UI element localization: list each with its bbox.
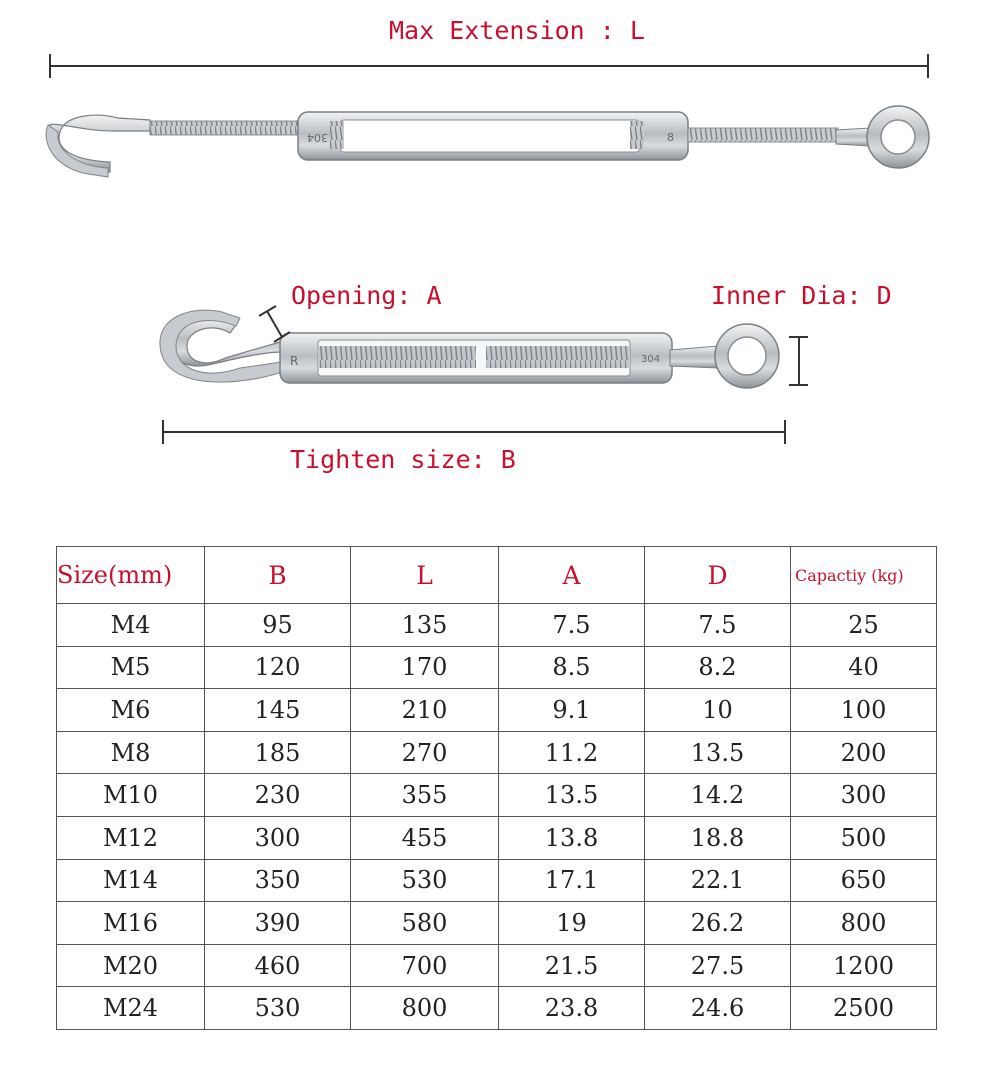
- table-row: [57, 944, 937, 987]
- cell-a: 11.2: [499, 731, 645, 774]
- cell-l: 800: [351, 987, 499, 1030]
- inner-dia-dimension-marker: [789, 337, 808, 385]
- cell-l: 355: [351, 774, 499, 817]
- cell-l: 135: [351, 604, 499, 647]
- cell-size: M20: [57, 944, 205, 987]
- cell-size: M4: [57, 604, 205, 647]
- stamp-bottom-right: 304: [641, 354, 661, 365]
- cell-a: 23.8: [499, 987, 645, 1030]
- cell-capacity: 300: [791, 774, 937, 817]
- cell-d: 10: [645, 689, 791, 732]
- cell-l: 170: [351, 646, 499, 689]
- cell-d: 24.6: [645, 987, 791, 1030]
- stamp-bottom-left: R: [290, 354, 299, 368]
- cell-capacity: 800: [791, 902, 937, 945]
- cell-size: M14: [57, 859, 205, 902]
- cell-l: 700: [351, 944, 499, 987]
- cell-b: 300: [205, 816, 351, 859]
- cell-a: 17.1: [499, 859, 645, 902]
- cell-capacity: 2500: [791, 987, 937, 1030]
- table-row: [57, 646, 937, 689]
- table-row: [57, 902, 937, 945]
- table-row: [57, 774, 937, 817]
- max-extension-label: Max Extension : L: [389, 16, 645, 45]
- cell-l: 210: [351, 689, 499, 732]
- cell-a: 21.5: [499, 944, 645, 987]
- header-d: D: [645, 547, 791, 604]
- cell-size: M24: [57, 987, 205, 1030]
- table-row: [57, 859, 937, 902]
- cell-capacity: 1200: [791, 944, 937, 987]
- cell-d: 27.5: [645, 944, 791, 987]
- table-row: [57, 604, 937, 647]
- tighten-size-label: Tighten size: B: [290, 445, 516, 474]
- cell-l: 270: [351, 731, 499, 774]
- cell-l: 530: [351, 859, 499, 902]
- stamp-top-right: 8: [667, 131, 674, 144]
- cell-b: 145: [205, 689, 351, 732]
- header-l: L: [351, 547, 499, 604]
- cell-capacity: 25: [791, 604, 937, 647]
- cell-b: 120: [205, 646, 351, 689]
- cell-b: 530: [205, 987, 351, 1030]
- header-b: B: [205, 547, 351, 604]
- cell-a: 19: [499, 902, 645, 945]
- cell-capacity: 500: [791, 816, 937, 859]
- cell-size: M10: [57, 774, 205, 817]
- table-row: [57, 689, 937, 732]
- cell-l: 580: [351, 902, 499, 945]
- cell-b: 390: [205, 902, 351, 945]
- cell-b: 460: [205, 944, 351, 987]
- cell-a: 13.5: [499, 774, 645, 817]
- cell-b: 185: [205, 731, 351, 774]
- opening-label: Opening: A: [291, 281, 442, 310]
- cell-capacity: 40: [791, 646, 937, 689]
- cell-b: 350: [205, 859, 351, 902]
- table-row: [57, 987, 937, 1030]
- tightened-turnbuckle: [160, 310, 779, 388]
- cell-size: M6: [57, 689, 205, 732]
- cell-capacity: 100: [791, 689, 937, 732]
- table-header-row: [57, 547, 937, 604]
- cell-d: 13.5: [645, 731, 791, 774]
- cell-a: 7.5: [499, 604, 645, 647]
- cell-d: 14.2: [645, 774, 791, 817]
- max-extension-dimension-line: [50, 54, 928, 78]
- cell-size: M16: [57, 902, 205, 945]
- cell-d: 7.5: [645, 604, 791, 647]
- cell-b: 95: [205, 604, 351, 647]
- inner-dia-label: Inner Dia: D: [711, 281, 892, 310]
- cell-size: M8: [57, 731, 205, 774]
- cell-l: 455: [351, 816, 499, 859]
- cell-size: M5: [57, 646, 205, 689]
- table-row: [57, 816, 937, 859]
- header-a: A: [499, 547, 645, 604]
- cell-a: 8.5: [499, 646, 645, 689]
- specification-table: [56, 546, 937, 1030]
- header-size: Size(mm): [57, 547, 205, 604]
- extended-turnbuckle: [46, 106, 929, 177]
- cell-capacity: 200: [791, 731, 937, 774]
- cell-a: 13.8: [499, 816, 645, 859]
- cell-d: 18.8: [645, 816, 791, 859]
- stamp-top-left: 304: [307, 131, 328, 144]
- header-capacity: Capactiy (kg): [791, 547, 937, 604]
- cell-size: M12: [57, 816, 205, 859]
- cell-a: 9.1: [499, 689, 645, 732]
- right-thread-top: [688, 128, 838, 142]
- cell-d: 26.2: [645, 902, 791, 945]
- cell-d: 8.2: [645, 646, 791, 689]
- tighten-size-dimension-line: [163, 420, 785, 444]
- cell-b: 230: [205, 774, 351, 817]
- cell-capacity: 650: [791, 859, 937, 902]
- table-row: [57, 731, 937, 774]
- left-thread-top: [150, 121, 300, 135]
- cell-d: 22.1: [645, 859, 791, 902]
